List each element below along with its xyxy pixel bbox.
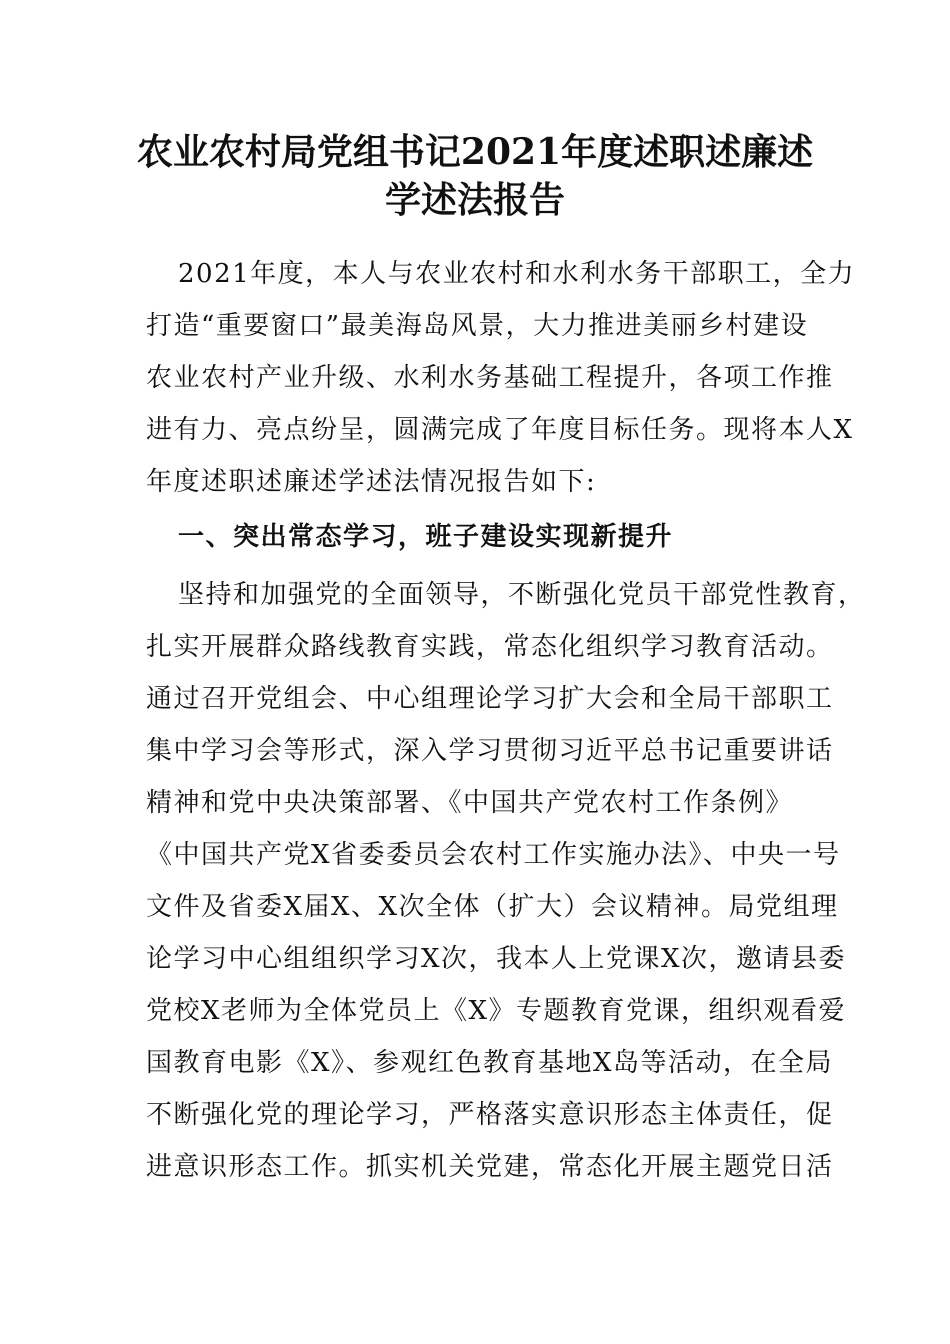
intro-paragraph-line: 2021年度，本人与农业农村和水利水务干部职工，全力 <box>178 259 856 289</box>
section-paragraph-line: 精神和党中央决策部署、《中国共产党农村工作条例》 <box>146 788 794 818</box>
document-title-line-2: 学述法报告 <box>384 179 565 221</box>
intro-paragraph-line: 打造“重要窗口”最美海岛风景，大力推进美丽乡村建设 <box>146 311 809 341</box>
section-paragraph-line: 进意识形态工作。抓实机关党建，常态化开展主题党日活 <box>146 1152 834 1182</box>
section-paragraph-line: 《中国共产党X省委委员会农村工作实施办法》、中央一号 <box>146 840 841 870</box>
intro-paragraph-line: 农业农村产业升级、水利水务基础工程提升，各项工作推 <box>146 363 834 393</box>
section-paragraph-line: 论学习中心组组织学习X次，我本人上党课X次，邀请县委 <box>146 944 847 974</box>
section-paragraph-line: 不断强化党的理论学习，严格落实意识形态主体责任，促 <box>146 1100 834 1130</box>
document-title-line-1: 农业农村局党组书记2021年度述职述廉述 <box>136 131 814 173</box>
section-heading: 一、突出常态学习，班子建设实现新提升 <box>178 522 674 552</box>
section-paragraph-line: 文件及省委X届X、X次全体（扩大）会议精神。局党组理 <box>146 892 839 922</box>
section-paragraph-line: 扎实开展群众路线教育实践，常态化组织学习教育活动。 <box>146 632 834 662</box>
intro-paragraph-line: 进有力、亮点纷呈，圆满完成了年度目标任务。现将本人X <box>146 415 854 445</box>
section-paragraph-line: 通过召开党组会、中心组理论学习扩大会和全局干部职工 <box>146 684 834 714</box>
intro-paragraph-line: 年度述职述廉述学述法情况报告如下: <box>146 467 597 497</box>
section-paragraph-line: 坚持和加强党的全面领导，不断强化党员干部党性教育， <box>178 580 866 610</box>
section-paragraph-line: 党校X老师为全体党员上《X》专题教育党课，组织观看爱 <box>146 996 847 1026</box>
section-paragraph-line: 国教育电影《X》、参观红色教育基地X岛等活动，在全局 <box>146 1048 834 1078</box>
section-paragraph-line: 集中学习会等形式，深入学习贯彻习近平总书记重要讲话 <box>146 736 834 766</box>
